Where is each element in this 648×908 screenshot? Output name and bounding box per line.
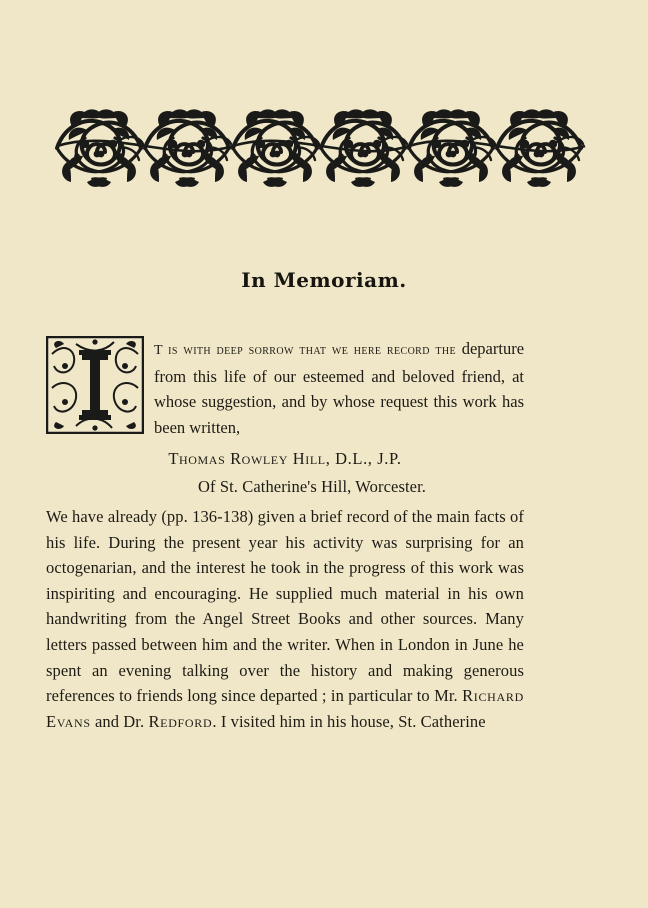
foliate-headpiece-ornament (55, 100, 595, 188)
main-paragraph (46, 504, 524, 734)
memorial-name-line: Thomas Rowley Hill, D.L., J.P. (168, 449, 402, 468)
main-paragraph-part-2: and Dr. (90, 711, 149, 731)
opening-paragraph-block (46, 336, 524, 444)
main-paragraph-part-1: We have already (pp. 136-138) given a brief record of the main facts of his life. During the present year his activity was surprising for an octogenarian, and the interest he took in the progress of this work was inspiriting and encouraging. He supplied much material in his own handwriting from the Angel Street Books and other sources. Many letters passed between him and the writer. When in London in June he spent an evening talking over the history and making generous references to friends long since departed ; in particular to Mr. (46, 507, 524, 706)
opening-lead-text: T is with deep sorrow that we here record the (154, 343, 456, 358)
main-paragraph-name-1: Richard Evans (46, 686, 524, 731)
main-paragraph-part-3: . I visited him in his house, St. Catherine (212, 711, 486, 731)
page-title: In Memoriam. (241, 268, 407, 292)
body-text-block (46, 336, 524, 734)
main-paragraph-name-2: Redford (148, 711, 213, 731)
opening-rest-text: departure from this life of our esteemed and beloved friend, at whose suggestion, and by whose request this work has been written, (154, 339, 525, 437)
illuminated-initial-I (46, 336, 144, 434)
memorial-address-line: Of St. Catherine's Hill, Worcester. (197, 477, 426, 496)
